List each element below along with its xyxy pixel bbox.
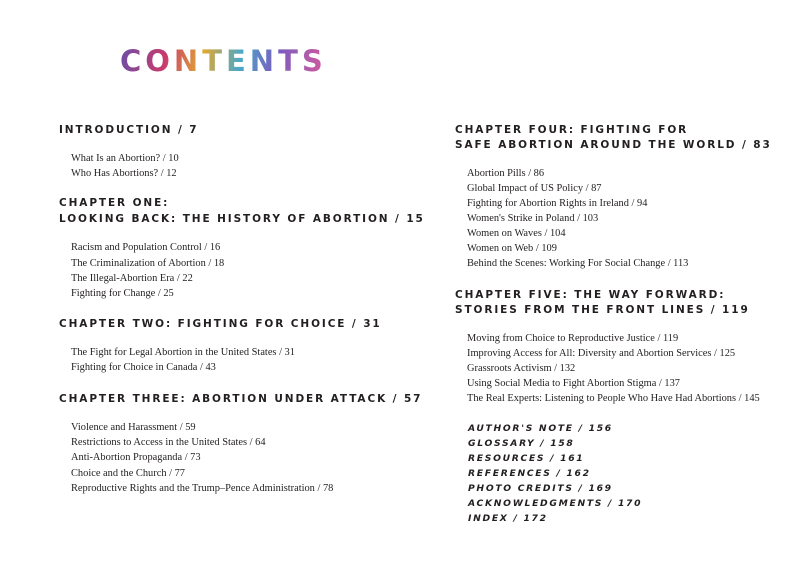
toc-entry[interactable]: Grassroots Activism / 132	[467, 363, 576, 374]
toc-entry[interactable]: Women on Web / 109	[467, 243, 557, 254]
chapter-two-heading[interactable]: CHAPTER TWO: FIGHTING FOR CHOICE / 31	[59, 318, 382, 330]
chapter-one-heading-line1[interactable]: CHAPTER ONE:	[59, 197, 170, 209]
toc-entry[interactable]: Women's Strike in Poland / 103	[467, 213, 599, 224]
toc-entry[interactable]: Anti-Abortion Propaganda / 73	[71, 452, 201, 463]
toc-entry[interactable]: The Fight for Legal Abortion in the United States / 31	[71, 347, 295, 358]
acknowledgments-entry[interactable]: ACKNOWLEDGMENTS / 170	[468, 498, 643, 509]
references-entry[interactable]: REFERENCES / 162	[468, 468, 591, 479]
chapter-three-heading[interactable]: CHAPTER THREE: ABORTION UNDER ATTACK / 57	[59, 393, 423, 405]
toc-entry[interactable]: Restrictions to Access in the United States / 64	[71, 437, 266, 448]
toc-entry[interactable]: The Criminalization of Abortion / 18	[71, 258, 225, 269]
toc-entry[interactable]: Moving from Choice to Reproductive Justice / 119	[467, 333, 679, 344]
page-title: CONTENTS	[120, 44, 327, 78]
authors-note-entry[interactable]: AUTHOR'S NOTE / 156	[468, 423, 613, 434]
toc-entry[interactable]: Abortion Pills / 86	[467, 168, 545, 179]
intro-heading[interactable]: INTRODUCTION / 7	[59, 124, 199, 136]
glossary-entry[interactable]: GLOSSARY / 158	[468, 438, 575, 449]
chapter-one-heading-line2[interactable]: LOOKING BACK: THE HISTORY OF ABORTION / 15	[59, 213, 425, 225]
toc-entry[interactable]: Fighting for Choice in Canada / 43	[71, 362, 216, 373]
toc-entry[interactable]: Global Impact of US Policy / 87	[467, 183, 602, 194]
toc-entry[interactable]: Choice and the Church / 77	[71, 468, 185, 479]
toc-entry[interactable]: The Real Experts: Listening to People Who Have Had Abortions / 145	[467, 393, 760, 404]
chapter-five-heading-line1[interactable]: CHAPTER FIVE: THE WAY FORWARD:	[455, 289, 726, 301]
toc-entry[interactable]: Behind the Scenes: Working For Social Change / 113	[467, 258, 689, 269]
chapter-four-heading-line2[interactable]: SAFE ABORTION AROUND THE WORLD / 83	[455, 139, 772, 151]
toc-entry[interactable]: Improving Access for All: Diversity and Abortion Services / 125	[467, 348, 736, 359]
toc-entry[interactable]: Fighting for Abortion Rights in Ireland / 94	[467, 198, 648, 209]
toc-entry[interactable]: The Illegal-Abortion Era / 22	[71, 273, 193, 284]
toc-entry[interactable]: Racism and Population Control / 16	[71, 242, 221, 253]
toc-entry[interactable]: Using Social Media to Fight Abortion Stigma / 137	[467, 378, 681, 389]
toc-entry[interactable]: Who Has Abortions? / 12	[71, 168, 177, 179]
toc-entry[interactable]: Violence and Harassment / 59	[71, 422, 196, 433]
chapter-four-heading-line1[interactable]: CHAPTER FOUR: FIGHTING FOR	[455, 124, 689, 136]
index-entry[interactable]: INDEX / 172	[468, 513, 548, 524]
toc-entry[interactable]: Fighting for Change / 25	[71, 288, 174, 299]
photo-credits-entry[interactable]: PHOTO CREDITS / 169	[468, 483, 613, 494]
toc-entry[interactable]: Reproductive Rights and the Trump–Pence Administration / 78	[71, 483, 334, 494]
chapter-five-heading-line2[interactable]: STORIES FROM THE FRONT LINES / 119	[455, 304, 750, 316]
toc-entry[interactable]: What Is an Abortion? / 10	[71, 153, 179, 164]
resources-entry[interactable]: RESOURCES / 161	[468, 453, 585, 464]
toc-entry[interactable]: Women on Waves / 104	[467, 228, 566, 239]
